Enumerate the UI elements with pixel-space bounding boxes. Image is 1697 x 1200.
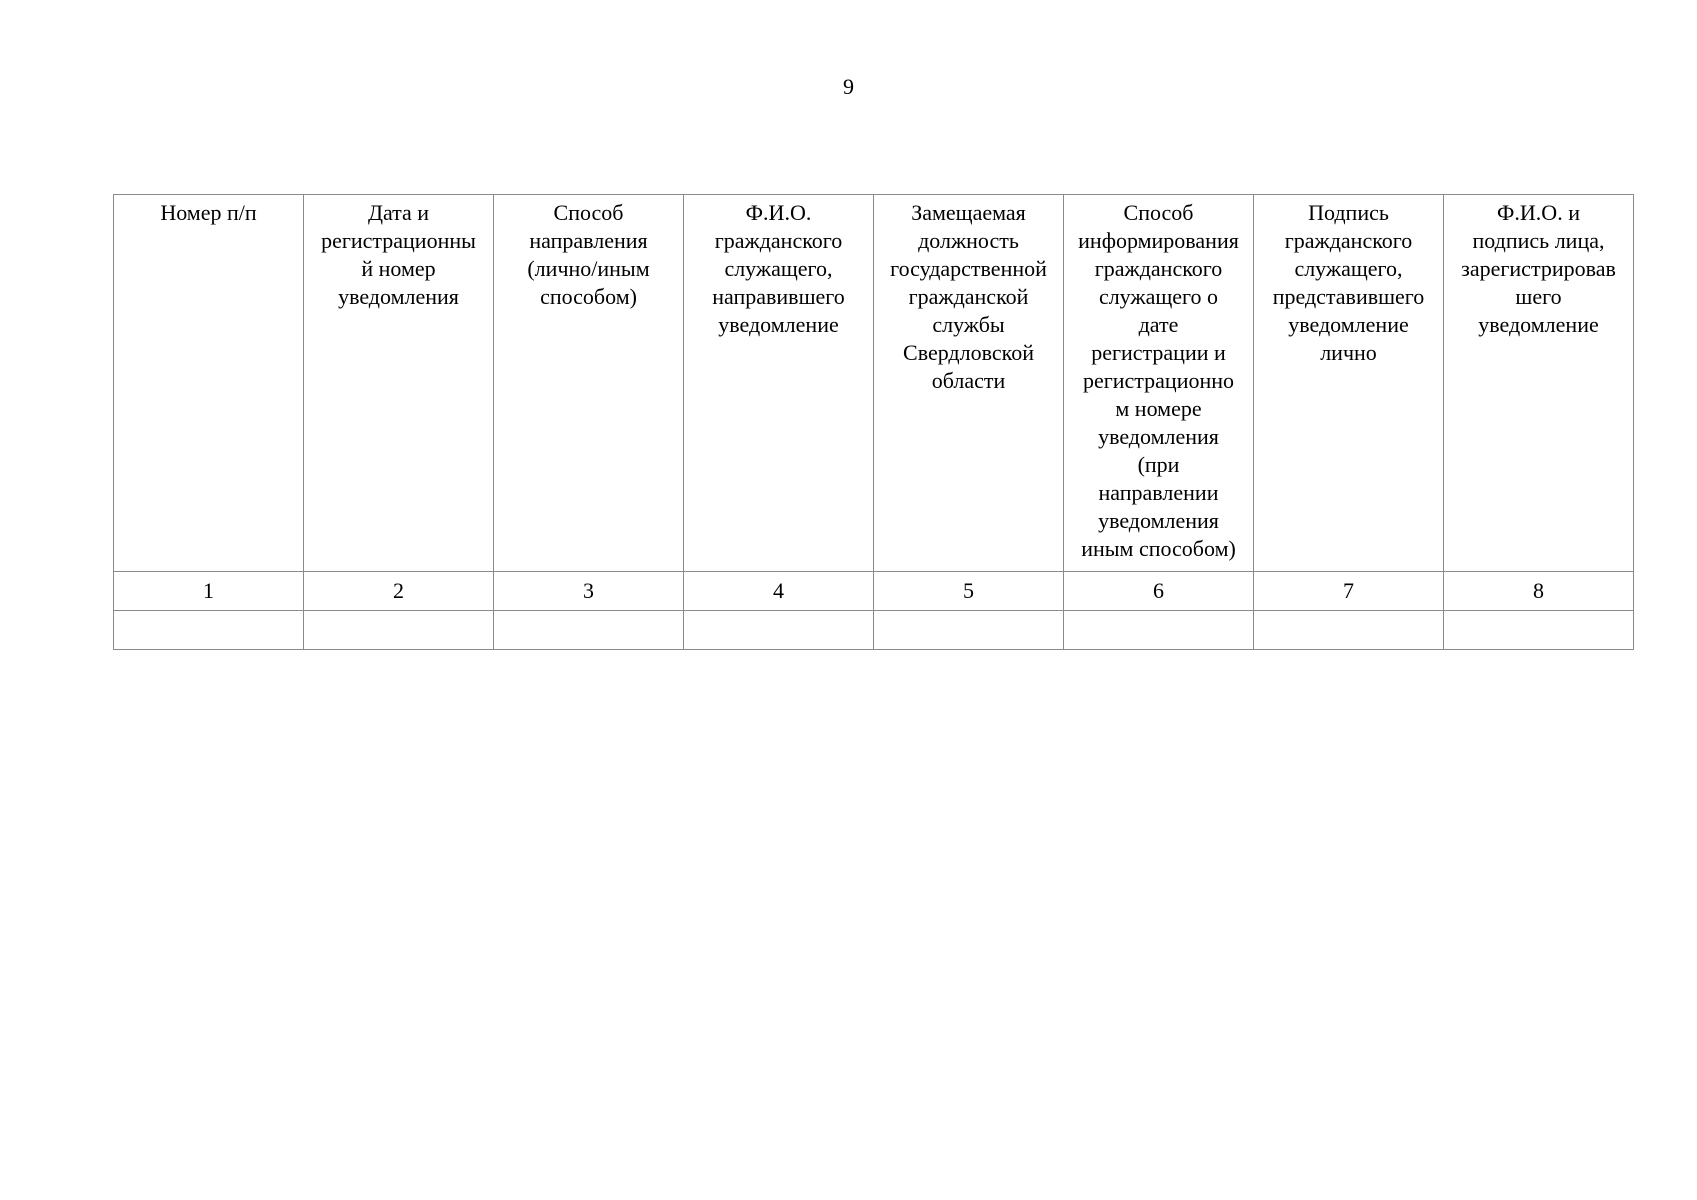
header-line: Подпись bbox=[1308, 200, 1389, 225]
header-line: уведомление bbox=[1288, 312, 1409, 337]
header-line: гражданского bbox=[1094, 256, 1223, 281]
header-cell-1 bbox=[114, 195, 304, 572]
table-cell bbox=[304, 611, 494, 650]
header-line: гражданского bbox=[714, 228, 843, 253]
page-number: 9 bbox=[843, 74, 854, 99]
header-line: подпись лица, bbox=[1472, 228, 1605, 253]
column-number-cell: 6 bbox=[1064, 572, 1254, 611]
column-number-cell: 3 bbox=[494, 572, 684, 611]
table-cell bbox=[874, 611, 1064, 650]
header-line: уведомление bbox=[718, 312, 839, 337]
column-number-cell: 1 bbox=[114, 572, 304, 611]
header-line: гражданской bbox=[908, 284, 1029, 309]
header-line: Номер п/п bbox=[160, 200, 257, 225]
column-number-cell: 4 bbox=[684, 572, 874, 611]
column-number-cell: 8 bbox=[1444, 572, 1634, 611]
header-cell-3 bbox=[494, 195, 684, 572]
header-line: уведомления bbox=[338, 284, 459, 309]
header-line: направившего bbox=[712, 284, 845, 309]
header-line: регистрации и bbox=[1091, 340, 1226, 365]
table-cell bbox=[1444, 611, 1634, 650]
header-cell-8 bbox=[1444, 195, 1634, 572]
header-line: шего bbox=[1515, 284, 1562, 309]
header-cell-2 bbox=[304, 195, 494, 572]
header-line: Способ bbox=[553, 200, 624, 225]
header-line: способом) bbox=[540, 284, 637, 309]
header-line: служащего, bbox=[1294, 256, 1403, 281]
header-line: Ф.И.О. и bbox=[1497, 200, 1580, 225]
column-number-cell: 2 bbox=[304, 572, 494, 611]
table-cell bbox=[1064, 611, 1254, 650]
header-cell-5 bbox=[874, 195, 1064, 572]
header-line: уведомления bbox=[1098, 508, 1219, 533]
header-line: Замещаемая bbox=[911, 200, 1026, 225]
header-line: направлении bbox=[1098, 480, 1219, 505]
column-number-row bbox=[114, 572, 1634, 611]
header-line: й номер bbox=[361, 256, 436, 281]
table-cell bbox=[684, 611, 874, 650]
header-line: должность bbox=[918, 228, 1019, 253]
header-line: (лично/иным bbox=[527, 256, 650, 281]
column-number-cell: 5 bbox=[874, 572, 1064, 611]
header-line: Дата и bbox=[367, 200, 430, 225]
table-header-row bbox=[114, 195, 1634, 572]
table-cell bbox=[494, 611, 684, 650]
table-cell bbox=[1254, 611, 1444, 650]
header-line: представившего bbox=[1272, 284, 1425, 309]
header-line: уведомления bbox=[1098, 424, 1219, 449]
header-line: регистрационно bbox=[1082, 368, 1235, 393]
header-line: (при bbox=[1137, 452, 1180, 477]
header-line: гражданского bbox=[1284, 228, 1413, 253]
header-line: Свердловской bbox=[903, 340, 1034, 365]
header-line: государственной bbox=[890, 256, 1047, 281]
table-cell bbox=[114, 611, 304, 650]
table-row bbox=[114, 611, 1634, 650]
header-line: служащего о bbox=[1098, 284, 1219, 309]
header-line: Способ bbox=[1123, 200, 1194, 225]
notification-register-table bbox=[113, 194, 1634, 650]
header-line: регистрационны bbox=[321, 228, 476, 253]
header-line: м номере bbox=[1115, 396, 1202, 421]
header-line: зарегистрировав bbox=[1461, 256, 1616, 281]
header-line: лично bbox=[1320, 340, 1377, 365]
header-line: области bbox=[931, 368, 1006, 393]
header-line: иным способом) bbox=[1081, 536, 1236, 561]
column-number-cell: 7 bbox=[1254, 572, 1444, 611]
header-line: направления bbox=[529, 228, 648, 253]
header-line: информирования bbox=[1078, 228, 1239, 253]
header-line: Ф.И.О. bbox=[745, 200, 812, 225]
header-cell-6 bbox=[1064, 195, 1254, 572]
header-cell-7 bbox=[1254, 195, 1444, 572]
header-line: службы bbox=[932, 312, 1005, 337]
header-line: дате bbox=[1138, 312, 1179, 337]
header-cell-4 bbox=[684, 195, 874, 572]
header-line: уведомление bbox=[1478, 312, 1599, 337]
header-line: служащего, bbox=[724, 256, 833, 281]
